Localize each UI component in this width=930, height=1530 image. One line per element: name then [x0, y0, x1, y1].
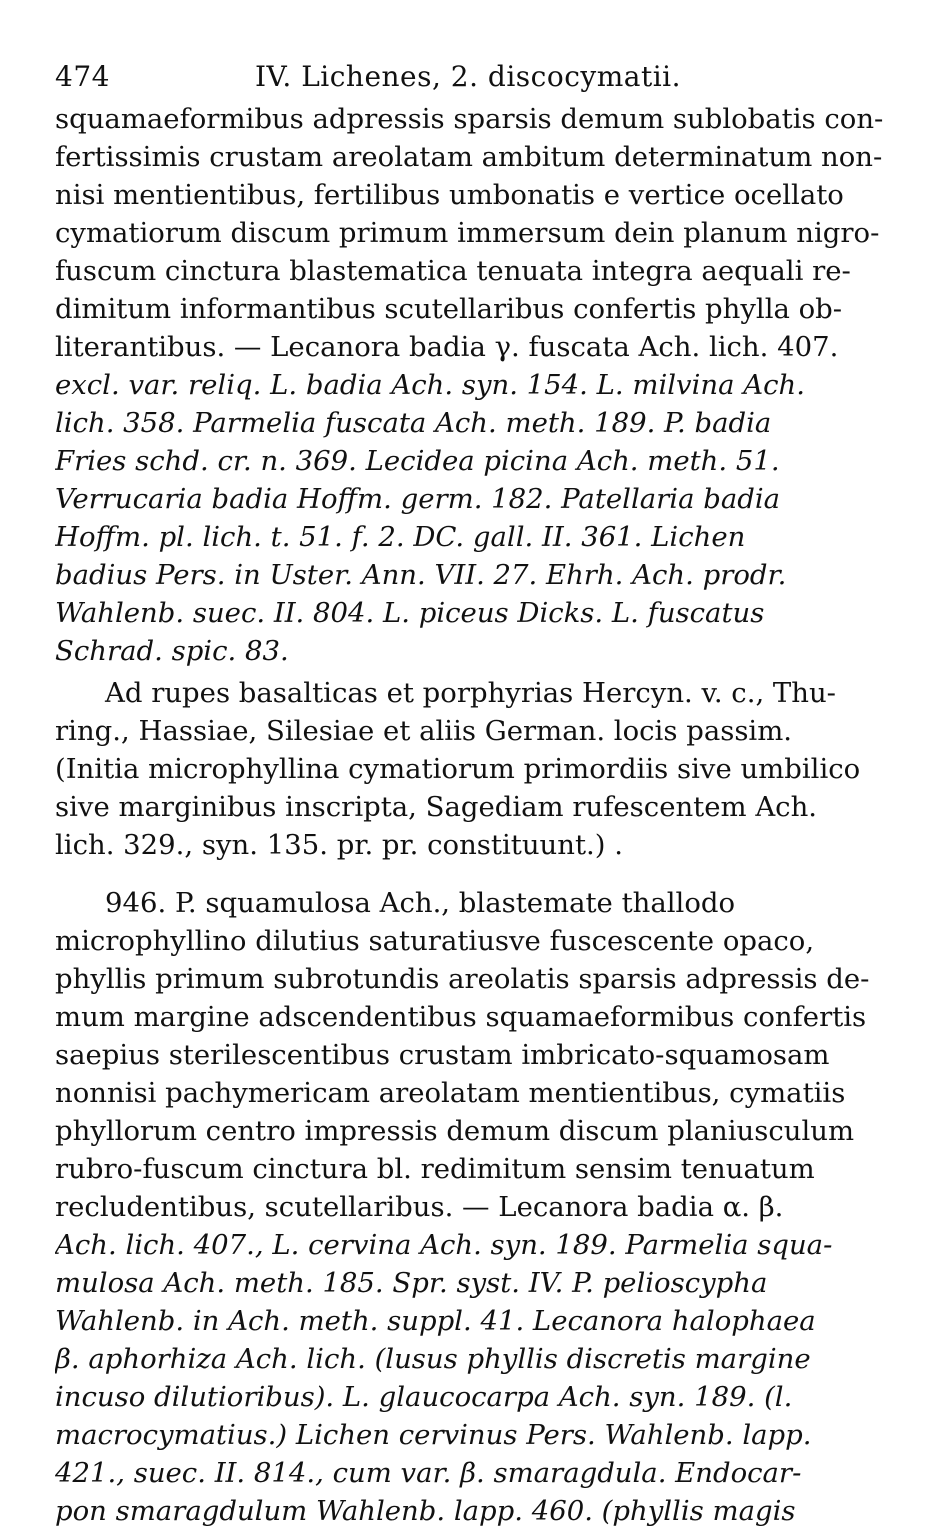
text-line: microphyllino dilutius saturatiusve fuscescente opaco, — [55, 925, 815, 957]
habitat-paragraph — [55, 674, 890, 864]
text-line: β. aphorhiza Ach. lich. (lusus phyllis discretis margine — [55, 1343, 811, 1375]
text-line: ring., Hassiae, Silesiae et aliis German. locis passim. — [55, 715, 793, 747]
text-line: lich. 329., syn. 135. pr. pr. constituunt.) . — [55, 829, 623, 861]
text-line: Wahlenb. in Ach. meth. suppl. 41. Lecanora halophaea — [55, 1305, 816, 1337]
text-line: pon smaragdulum Wahlenb. lapp. 460. (phyllis magis — [55, 1495, 796, 1527]
text-line: Ad rupes basalticas et porphyrias Hercyn. v. c., Thu- — [105, 677, 836, 709]
text-line: lich. 358. Parmelia fuscata Ach. meth. 189. P. badia — [55, 407, 772, 439]
text-line: nisi mentientibus, fertilibus umbonatis e vertice ocellato — [55, 179, 844, 211]
running-title: IV. Lichenes, 2. discocymatii. — [255, 60, 682, 93]
species-description-continued — [55, 100, 890, 670]
text-line: recludentibus, scutellaribus. — Lecanora badia α. β. — [55, 1191, 784, 1223]
text-line: literantibus. — Lecanora badia γ. fuscata Ach. lich. 407. — [55, 331, 839, 363]
text-line: phyllis primum subrotundis areolatis sparsis adpressis de- — [55, 963, 870, 995]
text-line: excl. var. reliq. L. badia Ach. syn. 154. L. milvina Ach. — [55, 369, 805, 401]
text-line: Hoffm. pl. lich. t. 51. f. 2. DC. gall. II. 361. Lichen — [55, 521, 746, 553]
text-line: (Initia microphyllina cymatiorum primordiis sive umbilico — [55, 753, 861, 785]
species-heading-line: 946. P. squamulosa Ach., blastemate thallodo — [105, 887, 736, 919]
text-line: fuscum cinctura blastematica tenuata integra aequali re- — [55, 255, 851, 287]
text-line: mum margine adscendentibus squamaeformibus confertis — [55, 1001, 867, 1033]
text-line: saepius sterilescentibus crustam imbricato-squamosam — [55, 1039, 830, 1071]
text-line: Wahlenb. suec. II. 804. L. piceus Dicks. L. fuscatus — [55, 597, 765, 629]
text-line: rubro-fuscum cinctura bl. redimitum sensim tenuatum — [55, 1153, 815, 1185]
text-line: dimitum informantibus scutellaribus confertis phylla ob- — [55, 293, 843, 325]
text-line: phyllorum centro impressis demum discum planiusculum — [55, 1115, 855, 1147]
text-line: squamaeformibus adpressis sparsis demum sublobatis con- — [55, 103, 884, 135]
text-line: badius Pers. in Uster. Ann. VII. 27. Ehrh. Ach. prodr. — [55, 559, 787, 591]
paragraph-gap — [55, 864, 890, 884]
text-line: Ach. lich. 407., L. cervina Ach. syn. 189. Parmelia squa- — [55, 1229, 833, 1261]
page-number: 474 — [55, 60, 110, 93]
text-line: Fries schd. cr. n. 369. Lecidea picina Ach. meth. 51. — [55, 445, 780, 477]
text-line: mulosa Ach. meth. 185. Spr. syst. IV. P. pelioscypha — [55, 1267, 768, 1299]
text-line: Verrucaria badia Hoffm. germ. 182. Patellaria badia — [55, 483, 781, 515]
text-line: macrocymatius.) Lichen cervinus Pers. Wahlenb. lapp. — [55, 1419, 812, 1451]
text-line: 421., suec. II. 814., cum var. β. smaragdula. Endocar- — [55, 1457, 802, 1489]
text-line: sive marginibus inscripta, Sagediam rufescentem Ach. — [55, 791, 818, 823]
text-line: Schrad. spic. 83. — [55, 635, 289, 667]
text-line: cymatiorum discum primum immersum dein planum nigro- — [55, 217, 880, 249]
book-page — [55, 50, 890, 1530]
page-header — [55, 50, 890, 100]
text-line: incuso dilutioribus). L. glaucocarpa Ach. syn. 189. (l. — [55, 1381, 793, 1413]
species-entry-946 — [55, 884, 890, 1530]
text-line: fertissimis crustam areolatam ambitum determinatum non- — [55, 141, 883, 173]
text-line: nonnisi pachymericam areolatam mentientibus, cymatiis — [55, 1077, 846, 1109]
